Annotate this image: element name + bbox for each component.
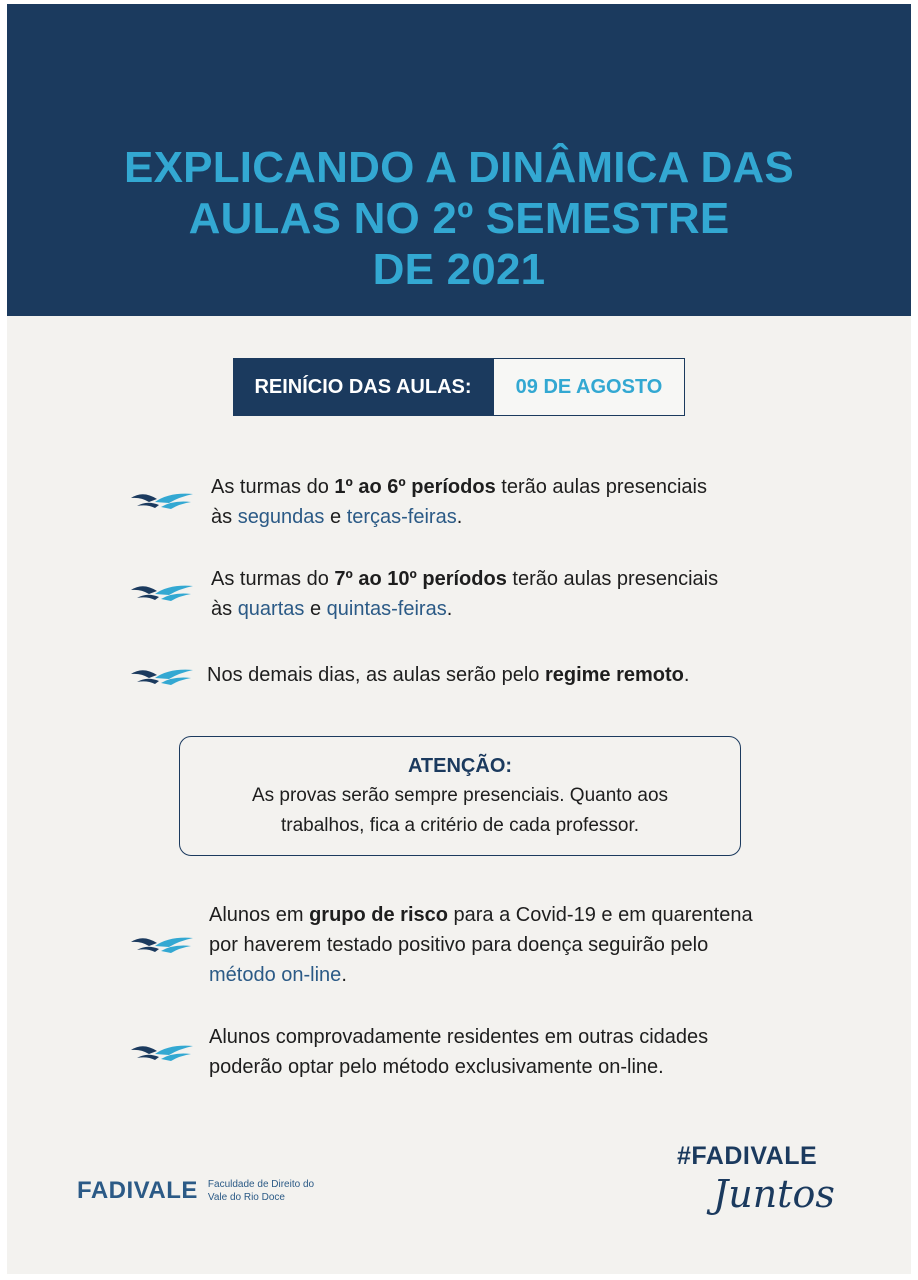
text-span: . xyxy=(341,964,347,986)
bullet-line xyxy=(211,564,718,594)
logo-subtitle-line-1: Faculdade de Direito do xyxy=(207,1179,315,1190)
logo-subtitle xyxy=(208,1178,314,1204)
logo-subtitle-line-2: Vale do Rio Doce xyxy=(207,1192,285,1203)
fadivale-wing-icon xyxy=(129,582,195,604)
bullet-line: por haverem testado positivo para doença seguirão pelo xyxy=(209,934,709,956)
header-banner xyxy=(7,4,911,316)
day-highlight: quintas-feiras xyxy=(326,598,447,620)
text-span: terão aulas presenciais xyxy=(495,476,707,498)
bullet-line xyxy=(209,960,753,990)
title-line-1: EXPLICANDO A DINÂMICA DAS xyxy=(124,143,794,192)
day-highlight: quartas xyxy=(237,598,305,620)
text-span: e xyxy=(324,506,347,528)
restart-label: REINÍCIO DAS AULAS: xyxy=(233,358,493,416)
bullet-line: poderão optar pelo método exclusivamente on-line. xyxy=(209,1056,664,1078)
page-title xyxy=(7,142,911,295)
attention-body xyxy=(180,781,740,841)
hashtag-signature xyxy=(677,1142,857,1252)
text-span: . xyxy=(446,598,453,620)
text-span: As turmas do xyxy=(211,476,335,498)
bullet-text xyxy=(209,900,753,990)
text-span: As turmas do xyxy=(211,568,335,590)
fadivale-wing-icon xyxy=(129,490,195,512)
day-highlight: terças-feiras xyxy=(346,506,457,528)
fadivale-wing-icon xyxy=(129,934,195,956)
day-highlight: segundas xyxy=(237,506,325,528)
text-span: Alunos em xyxy=(209,904,310,926)
title-line-2: AULAS NO 2º SEMESTRE xyxy=(188,194,730,243)
text-span: às xyxy=(211,598,238,620)
attention-line-1: As provas serão sempre presenciais. Quanto aos xyxy=(251,785,669,806)
bullet-line xyxy=(211,594,718,624)
bullet-line xyxy=(211,502,707,532)
attention-line-2: trabalhos, fica a critério de cada professor. xyxy=(280,815,640,836)
flyer xyxy=(7,4,911,1274)
bullet-line: Alunos comprovadamente residentes em outras cidades xyxy=(209,1026,709,1048)
attention-box xyxy=(179,736,741,856)
attention-title: ATENÇÃO: xyxy=(407,755,513,777)
text-span: para a Covid-19 e em quarentena xyxy=(447,904,753,926)
bullet-text xyxy=(207,660,689,690)
title-line-3: DE 2021 xyxy=(372,245,546,294)
bullet-line xyxy=(211,472,707,502)
risk-emphasis: grupo de risco xyxy=(309,904,448,926)
fadivale-logo xyxy=(77,1174,314,1208)
remote-emphasis: regime remoto xyxy=(544,664,684,686)
periods-emphasis: 1º ao 6º períodos xyxy=(334,476,496,498)
text-span: . xyxy=(456,506,463,528)
script-word: Juntos xyxy=(713,1172,835,1216)
bullet-text xyxy=(211,564,718,624)
text-span: Nos demais dias, as aulas serão pelo xyxy=(207,664,545,686)
text-span: e xyxy=(304,598,327,620)
restart-box xyxy=(233,358,685,416)
hashtag: #FADIVALE xyxy=(677,1142,818,1170)
bullet-text xyxy=(209,1022,708,1082)
text-span: . xyxy=(683,664,690,686)
logo-name: FADIVALE xyxy=(77,1177,198,1204)
restart-date: 09 DE AGOSTO xyxy=(493,358,685,416)
text-span: terão aulas presenciais xyxy=(506,568,719,590)
method-highlight: método on-line xyxy=(209,964,342,986)
periods-emphasis: 7º ao 10º períodos xyxy=(334,568,507,590)
fadivale-wing-icon xyxy=(129,666,195,688)
text-span: às xyxy=(211,506,238,528)
bullet-text xyxy=(211,472,707,532)
fadivale-wing-icon xyxy=(129,1042,195,1064)
bullet-line xyxy=(209,900,753,930)
